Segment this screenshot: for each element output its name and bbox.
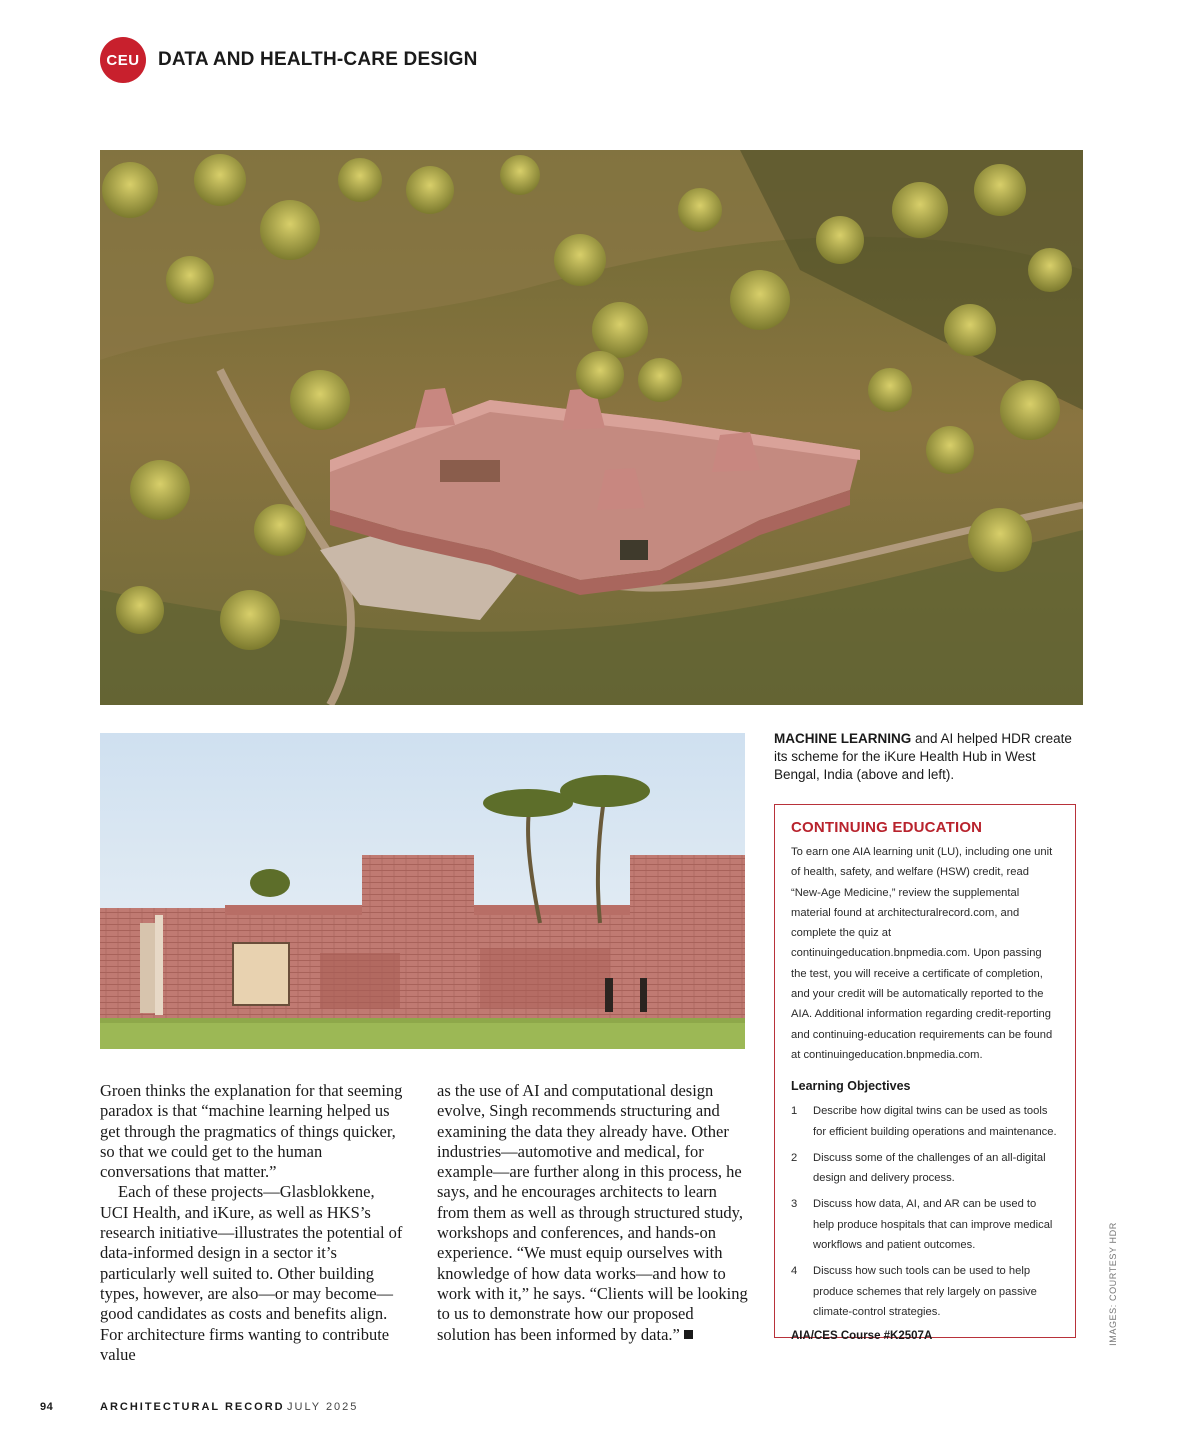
continuing-education-box xyxy=(774,804,1076,1343)
objective-item xyxy=(791,1148,1059,1189)
image-caption xyxy=(774,730,1074,784)
ce-body-text: To earn one AIA learning unit (LU), including one unit of health, safety, and welfare (HSW) credit, read “New-Age Medicine,” review the supplemental material found at architecturalrecord.com, and complete the quiz at continuingeducation.bnpmedia.com. Upon passing the test, you will receive a certificate of completion, and your credit will be automatically reported to the AIA. Additional information regarding credit-reporting and continuing-education requirements can be found at continuingeducation.bnpmedia.com. xyxy=(791,846,1053,1061)
body-column-2 xyxy=(437,1081,749,1345)
objective-text: Discuss some of the challenges of an all-digital design and delivery process. xyxy=(813,1151,1046,1185)
objective-number: 4 xyxy=(791,1265,798,1278)
end-mark-icon xyxy=(684,1330,693,1339)
learning-objectives-title: Learning Objectives xyxy=(791,1079,911,1094)
body-column-1 xyxy=(100,1081,406,1365)
aerial-rendering-image xyxy=(100,150,1083,705)
objective-text: Discuss how data, AI, and AR can be used to help produce hospitals that can improve medical workflows and patient outcomes. xyxy=(813,1198,1053,1252)
objective-item xyxy=(791,1101,1059,1142)
objective-text: Discuss how such tools can be used to help produce schemes that rely largely on passive climate-control strategies. xyxy=(813,1265,1037,1318)
page-number: 94 xyxy=(40,1401,54,1413)
ce-title: CONTINUING EDUCATION xyxy=(791,819,983,836)
image-credit: IMAGES: COURTESY HDR xyxy=(1108,1222,1118,1346)
body-paragraph xyxy=(437,1081,749,1345)
ceu-badge: CEU xyxy=(100,37,146,83)
caption-text: and AI helped HDR create its scheme for the iKure Health Hub in West Bengal, India (above and left). xyxy=(774,731,1072,782)
publication-name: ARCHITECTURAL RECORD xyxy=(100,1401,285,1413)
course-number: AIA/CES Course #K2507A xyxy=(791,1330,933,1343)
objective-text: Describe how digital twins can be used as tools for efficient building operations and maintenance. xyxy=(813,1105,1057,1138)
objective-number: 3 xyxy=(791,1198,798,1211)
objective-number: 1 xyxy=(791,1105,798,1118)
elevation-rendering-image xyxy=(100,733,745,1049)
issue-date: JULY 2025 xyxy=(287,1401,359,1413)
objective-item xyxy=(791,1261,1059,1322)
body-paragraph: Groen thinks the explanation for that seeming paradox is that “machine learning helped us get through the pragmatics of things quicker, so that we could get to the human conversations that matter.” xyxy=(100,1081,403,1182)
caption-lead: MACHINE LEARNING xyxy=(774,731,912,746)
body-paragraph: Each of these projects—Glasblokkene, UCI Health, and iKure, as well as HKS’s research initiative—illustrates the potential of data-informed design in a sector it’s particularly well suited to. Other building types, however, are also—or may become—good candidates as costs and benefits align. For architecture firms wanting to contribute value xyxy=(100,1182,403,1364)
objective-item xyxy=(791,1194,1059,1255)
objective-number: 2 xyxy=(791,1151,798,1164)
body-paragraph-text: as the use of AI and computational design evolve, Singh recommends structuring and examining the data they already have. Other industries—automotive and medical, for example—are further along in this process, he says, and he encourages architects to learn from them as well as through structured study, workshops and conferences, and hands-on experience. “We must equip ourselves with knowledge of how data works—and how to work with it,” he says. “Clients will be looking to us to demonstrate how our proposed solution has been informed by data.” xyxy=(437,1081,748,1344)
section-title: DATA AND HEALTH-CARE DESIGN xyxy=(158,49,478,70)
